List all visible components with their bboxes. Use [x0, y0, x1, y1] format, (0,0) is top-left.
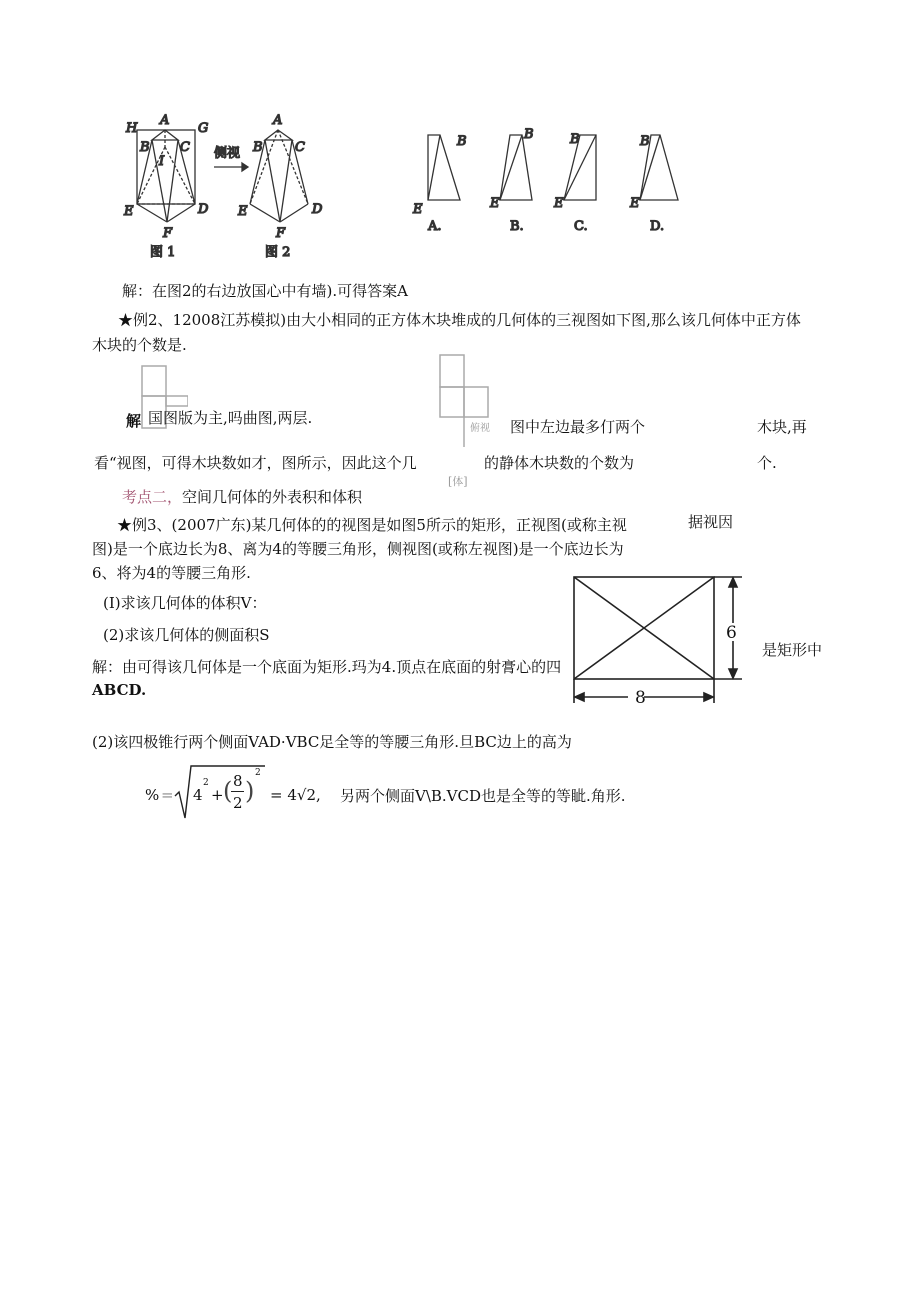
right-paren: )	[245, 777, 255, 805]
solution-1: 解：在图2的右边放国心中有墙).可得答案A	[122, 282, 408, 300]
option-c-figure	[564, 135, 596, 200]
label-e: E	[124, 204, 134, 219]
formula-rhs: = 4√2,	[270, 786, 321, 804]
arrow-right-icon	[214, 163, 248, 171]
label-h: H	[126, 121, 138, 136]
rectangle-figure	[570, 573, 745, 708]
option-c-label: C.	[574, 219, 588, 234]
label-e: E	[490, 196, 500, 211]
example-3-line-2: 图)是一个底边长为8、离为4的等腰三角形，侧视图(或称左视图)是一个底边长为	[92, 540, 624, 558]
label-f: F	[163, 226, 173, 241]
question-2: (2)求该几何体的侧面积S	[103, 626, 270, 644]
example-3-side-2: 是矩形中	[762, 641, 823, 659]
formula-exponent: 2	[203, 778, 209, 788]
option-a-label: A.	[428, 219, 442, 234]
solution-3-line-1: 解：由可得该几何体是一个底面为矩形.玛为4.顶点在底面的射膏心的四	[92, 658, 562, 676]
label-f: F	[276, 226, 286, 241]
solution-2-part-3: 木块,再	[757, 418, 807, 436]
formula-lhs: %	[145, 786, 160, 804]
label-e: E	[554, 196, 564, 211]
label-c: C	[180, 140, 190, 155]
solution-2-part-1: 国图版为主,吗曲图,两层.	[148, 409, 313, 427]
label-a: A	[273, 113, 283, 128]
option-b-label: B.	[510, 219, 524, 234]
label-c: C	[295, 140, 305, 155]
solution-3-line-3: (2)该四极锥行两个侧面VAD·VBC足全等的等腰三角形.旦BC边上的高为	[92, 733, 572, 751]
label-g: G	[198, 121, 209, 136]
label-b: B	[253, 140, 263, 155]
option-b-figure	[500, 135, 532, 200]
figure-1-caption: 图 1	[150, 245, 176, 260]
section-heading	[122, 488, 362, 506]
example-3-line-3: 6、将为4的等腰三角形.	[92, 564, 251, 582]
solution-2-mark: 解	[126, 412, 142, 430]
formula-denominator: 2	[233, 794, 243, 812]
solution-2-part-5: 的静体木块数的个数为	[484, 454, 635, 472]
formula-equals: =	[161, 786, 174, 804]
solution-3-line-2: ABCD.	[92, 681, 147, 699]
label-b: B	[524, 127, 534, 142]
label-a: A	[160, 113, 170, 128]
label-e: E	[630, 196, 640, 211]
label-d: D	[198, 202, 209, 217]
view-label-bottom: [体]	[448, 475, 468, 488]
label-e: E	[413, 202, 423, 217]
solution-2-part-2: 图中左边最多仃两个	[510, 418, 646, 436]
example-2-line-1: ★例2、12008江苏模拟)由大小相同的正方体木块堆成的几何体的三视图如下图,那么该几何体中正方体	[118, 311, 801, 329]
option-a-figure	[428, 135, 460, 200]
question-1: (I)求该几何体的体积V：	[103, 594, 267, 612]
formula-numerator: 8	[233, 772, 243, 790]
width-dimension: 8	[635, 688, 646, 708]
label-b: B	[570, 132, 580, 147]
height-dimension: 6	[726, 623, 737, 643]
pyramid-figures	[110, 105, 770, 265]
left-paren: (	[223, 777, 233, 805]
label-b: B	[640, 134, 650, 149]
label-e: E	[238, 204, 248, 219]
three-view-left	[138, 360, 188, 440]
formula-plus: +	[211, 786, 224, 804]
solution-3-line-4: 另两个侧面V\B.VCD也是全等的等眦.角形.	[340, 787, 626, 805]
solution-2-part-6: 个.	[757, 454, 777, 472]
example-3-line-1: ★例3、(2007广东)某几何体的的视图是如图5所示的矩形，正视图(或称主视	[117, 516, 627, 534]
option-d-label: D.	[650, 219, 665, 234]
view-label-top: 俯视	[470, 423, 490, 434]
example-2-line-2: 木块的个数是.	[92, 336, 187, 354]
arrow-label: 侧视	[214, 146, 241, 161]
figure-2-caption: 图 2	[265, 245, 291, 260]
height-formula	[145, 762, 330, 820]
solution-2-part-4: 看“视图，可得木块数如才，图所示，因此这个几	[94, 454, 417, 472]
label-b: B	[140, 140, 150, 155]
formula-exponent-outer: 2	[255, 768, 261, 778]
label-i: I	[159, 154, 165, 169]
label-b: B	[457, 134, 467, 149]
label-d: D	[312, 202, 323, 217]
example-3-side-1: 据视因	[688, 513, 734, 531]
fraction-bar	[231, 791, 244, 792]
formula-base: 4	[193, 786, 203, 804]
section-title: 空间几何体的外表积和体积	[182, 488, 363, 506]
section-number: 考点二，	[122, 488, 183, 506]
